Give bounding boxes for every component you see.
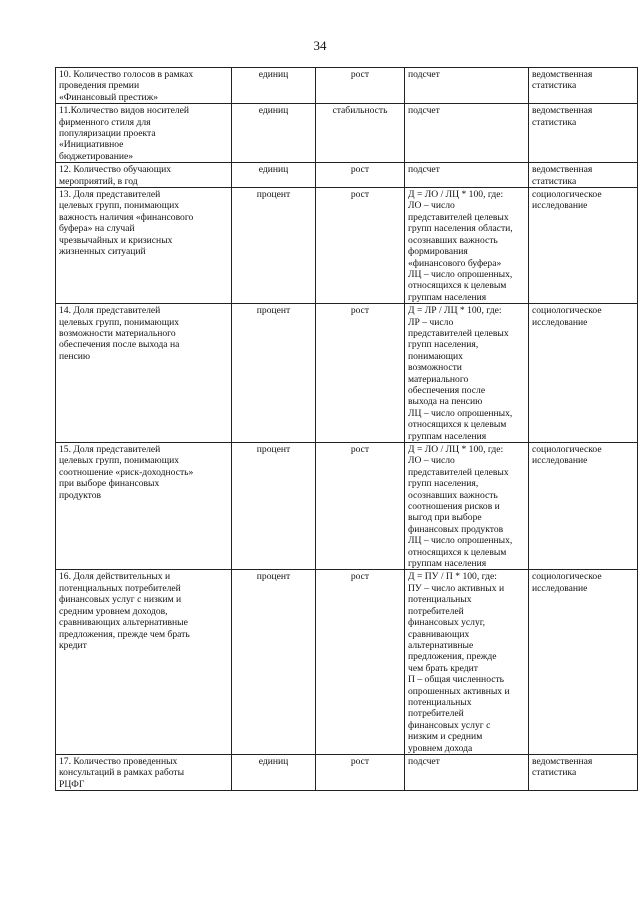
calculation-method-line: обеспечения после xyxy=(408,384,486,396)
calculation-method-line: Д = ПУ / П * 100, где: xyxy=(408,571,497,583)
indicator-name-line: фирменного стиля для xyxy=(59,116,151,128)
calculation-method-line: Д = ЛО / ЛЦ * 100, где: xyxy=(408,189,504,201)
unit-cell: процент xyxy=(232,443,316,570)
data-source-cell xyxy=(529,754,638,790)
calculation-method-line: альтернативные xyxy=(408,639,474,651)
data-source-line: социологическое xyxy=(532,571,602,583)
calculation-method-line: представителей целевых xyxy=(408,327,509,339)
calculation-method-cell xyxy=(405,104,529,163)
indicator-name-line: продуктов xyxy=(59,489,102,501)
table-row xyxy=(56,163,638,188)
indicator-name-line: «Финансовый престиж» xyxy=(59,91,159,103)
indicator-name-line: буфера» на случай xyxy=(59,223,135,235)
calculation-method-line: ПУ – число активных и xyxy=(408,582,505,594)
data-source-line: статистика xyxy=(532,175,577,187)
trend-cell: рост xyxy=(316,570,405,755)
calculation-method-line: групп населения, xyxy=(408,339,479,351)
calculation-method-line: формирования xyxy=(408,246,468,258)
calculation-method-line: осознавших важность xyxy=(408,234,498,246)
data-source-line: исследование xyxy=(532,200,588,212)
indicator-name-line: 17. Количество проведенных xyxy=(59,755,178,767)
unit-cell: единиц xyxy=(232,163,316,188)
indicator-name-line: чрезвычайных и кризисных xyxy=(59,234,173,246)
data-source-line: социологическое xyxy=(532,444,602,455)
calculation-method-cell xyxy=(405,443,529,570)
trend-cell: рост xyxy=(316,443,405,570)
indicator-name-line: возможности материального xyxy=(59,327,176,339)
indicator-name-line: предложения, прежде чем брать xyxy=(59,628,190,640)
calculation-method-line: представителей целевых xyxy=(408,466,509,478)
indicator-name-line: пенсию xyxy=(59,350,91,362)
calculation-method-line: подсчет xyxy=(408,69,440,80)
data-source-line: ведомственная xyxy=(532,164,593,176)
indicator-name-line: 13. Доля представителей xyxy=(59,189,161,201)
calculation-method-line: финансовых продуктов xyxy=(408,523,504,535)
indicator-name-cell xyxy=(56,104,232,163)
data-source-line: статистика xyxy=(532,116,577,128)
data-source-cell xyxy=(529,68,638,104)
indicator-name-cell xyxy=(56,570,232,755)
calculation-method-line: ЛО – число xyxy=(408,455,455,467)
table-row xyxy=(56,304,638,443)
unit-cell: единиц xyxy=(232,104,316,163)
indicator-name-line: кредит xyxy=(59,639,87,651)
unit-cell: единиц xyxy=(232,68,316,104)
calculation-method-line: потенциальных xyxy=(408,696,472,708)
indicators-table-body xyxy=(56,68,638,791)
indicator-name-line: соотношение «риск-доходность» xyxy=(59,466,194,478)
indicator-name-line: целевых групп, понимающих xyxy=(59,455,180,467)
indicator-name-line: финансовых услуг с низким и xyxy=(59,594,182,606)
calculation-method-cell xyxy=(405,188,529,304)
calculation-method-line: ЛО – число xyxy=(408,200,455,212)
calculation-method-line: выхода на пенсию xyxy=(408,396,483,408)
data-source-cell xyxy=(529,570,638,755)
calculation-method-line: соотношения рисков и xyxy=(408,501,500,513)
indicator-name-line: жизненных ситуаций xyxy=(59,246,146,258)
calculation-method-cell xyxy=(405,570,529,755)
calculation-method-line: осознавших важность xyxy=(408,489,498,501)
trend-cell: стабильность xyxy=(316,104,405,163)
data-source-line: ведомственная xyxy=(532,69,593,80)
indicator-name-cell xyxy=(56,754,232,790)
table-row xyxy=(56,104,638,163)
calculation-method-line: предложения, прежде xyxy=(408,651,497,663)
indicator-name-line: 11.Количество видов носителей xyxy=(59,105,190,117)
unit-cell: процент xyxy=(232,188,316,304)
table-row xyxy=(56,68,638,104)
data-source-cell xyxy=(529,443,638,570)
indicator-name-line: обеспечения после выхода на xyxy=(59,339,180,351)
page-number: 34 xyxy=(313,38,327,53)
indicator-name-line: 15. Доля представителей xyxy=(59,444,161,455)
calculation-method-line: групп населения области, xyxy=(408,223,513,235)
data-source-line: ведомственная xyxy=(532,755,593,767)
calculation-method-line: опрошенных активных и xyxy=(408,685,510,697)
data-source-line: исследование xyxy=(532,316,588,328)
unit-cell: единиц xyxy=(232,754,316,790)
indicator-name-line: 12. Количество обучающих xyxy=(59,164,172,176)
calculation-method-line: относящихся к целевым xyxy=(408,546,507,558)
calculation-method-cell xyxy=(405,754,529,790)
calculation-method-line: финансовых услуг, xyxy=(408,617,485,629)
calculation-method-line: потребителей xyxy=(408,605,464,617)
indicator-name-line: средним уровнем доходов, xyxy=(59,605,168,617)
trend-cell: рост xyxy=(316,188,405,304)
calculation-method-line: понимающих xyxy=(408,350,463,362)
table-row xyxy=(56,443,638,570)
table-row xyxy=(56,570,638,755)
calculation-method-line: П – общая численность xyxy=(408,674,505,686)
indicator-name-line: при выборе финансовых xyxy=(59,478,160,490)
calculation-method-line: относящихся к целевым xyxy=(408,280,507,292)
trend-cell: рост xyxy=(316,163,405,188)
calculation-method-line: ЛЦ – число опрошенных, xyxy=(408,535,513,547)
calculation-method-line: уровнем дохода xyxy=(408,742,473,754)
calculation-method-line: возможности xyxy=(408,362,462,374)
calculation-method-line: групп населения, xyxy=(408,478,479,490)
indicator-name-line: целевых групп, понимающих xyxy=(59,316,180,328)
calculation-method-line: «финансового буфера» xyxy=(408,257,502,269)
indicator-name-line: мероприятий, в год xyxy=(59,175,138,187)
calculation-method-line: выгод при выборе xyxy=(408,512,482,524)
indicator-name-line: целевых групп, понимающих xyxy=(59,200,180,212)
data-source-cell xyxy=(529,304,638,443)
calculation-method-line: финансовых услуг с xyxy=(408,719,491,731)
indicator-name-line: консультаций в рамках работы xyxy=(59,767,185,779)
calculation-method-line: подсчет xyxy=(408,164,440,176)
data-source-line: исследование xyxy=(532,582,588,594)
calculation-method-line: подсчет xyxy=(408,755,440,767)
indicator-name-line: 16. Доля действительных и xyxy=(59,571,171,583)
indicator-name-cell xyxy=(56,163,232,188)
unit-cell: процент xyxy=(232,570,316,755)
trend-cell: рост xyxy=(316,304,405,443)
data-source-line: социологическое xyxy=(532,305,602,317)
calculation-method-line: группам населения xyxy=(408,430,487,442)
calculation-method-line: сравнивающих xyxy=(408,628,470,640)
table-row xyxy=(56,188,638,304)
calculation-method-line: Д = ЛР / ЛЦ * 100, где: xyxy=(408,305,502,317)
indicator-name-line: бюджетирование» xyxy=(59,150,134,162)
indicator-name-line: 10. Количество голосов в рамках xyxy=(59,69,194,80)
calculation-method-line: Д = ЛО / ЛЦ * 100, где: xyxy=(408,444,504,455)
indicators-table xyxy=(55,67,638,791)
calculation-method-line: низким и средним xyxy=(408,731,483,743)
calculation-method-line: ЛР – число xyxy=(408,316,454,328)
calculation-method-line: чем брать кредит xyxy=(408,662,479,674)
calculation-method-line: потенциальных xyxy=(408,594,472,606)
data-source-cell xyxy=(529,104,638,163)
data-source-cell xyxy=(529,163,638,188)
calculation-method-line: представителей целевых xyxy=(408,211,509,223)
calculation-method-line: потребителей xyxy=(408,708,464,720)
data-source-line: исследование xyxy=(532,455,588,467)
unit-cell: процент xyxy=(232,304,316,443)
indicator-name-line: РЦФГ xyxy=(59,778,85,790)
calculation-method-line: ЛЦ – число опрошенных, xyxy=(408,268,513,280)
indicator-name-cell xyxy=(56,304,232,443)
calculation-method-cell xyxy=(405,304,529,443)
data-source-line: социологическое xyxy=(532,189,602,201)
indicator-name-cell xyxy=(56,443,232,570)
calculation-method-line: группам населения xyxy=(408,558,487,570)
calculation-method-cell xyxy=(405,163,529,188)
trend-cell: рост xyxy=(316,68,405,104)
indicator-name-line: потенциальных потребителей xyxy=(59,582,181,594)
data-source-line: статистика xyxy=(532,767,577,779)
indicator-name-cell xyxy=(56,188,232,304)
indicator-name-line: сравнивающих альтернативные xyxy=(59,617,188,629)
calculation-method-line: группам населения xyxy=(408,291,487,303)
indicator-name-cell xyxy=(56,68,232,104)
trend-cell: рост xyxy=(316,754,405,790)
indicator-name-line: популяризации проекта xyxy=(59,128,156,140)
indicator-name-line: «Инициативное xyxy=(59,139,124,151)
indicator-name-line: проведения премии xyxy=(59,80,140,92)
data-source-line: ведомственная xyxy=(532,105,593,117)
calculation-method-line: материального xyxy=(408,373,469,385)
calculation-method-line: подсчет xyxy=(408,105,440,117)
data-source-line: статистика xyxy=(532,80,577,92)
calculation-method-line: относящихся к целевым xyxy=(408,419,507,431)
indicator-name-line: важность наличия «финансового xyxy=(59,211,194,223)
indicator-name-line: 14. Доля представителей xyxy=(59,305,161,317)
calculation-method-cell xyxy=(405,68,529,104)
table-row xyxy=(56,754,638,790)
data-source-cell xyxy=(529,188,638,304)
calculation-method-line: ЛЦ – число опрошенных, xyxy=(408,407,513,419)
